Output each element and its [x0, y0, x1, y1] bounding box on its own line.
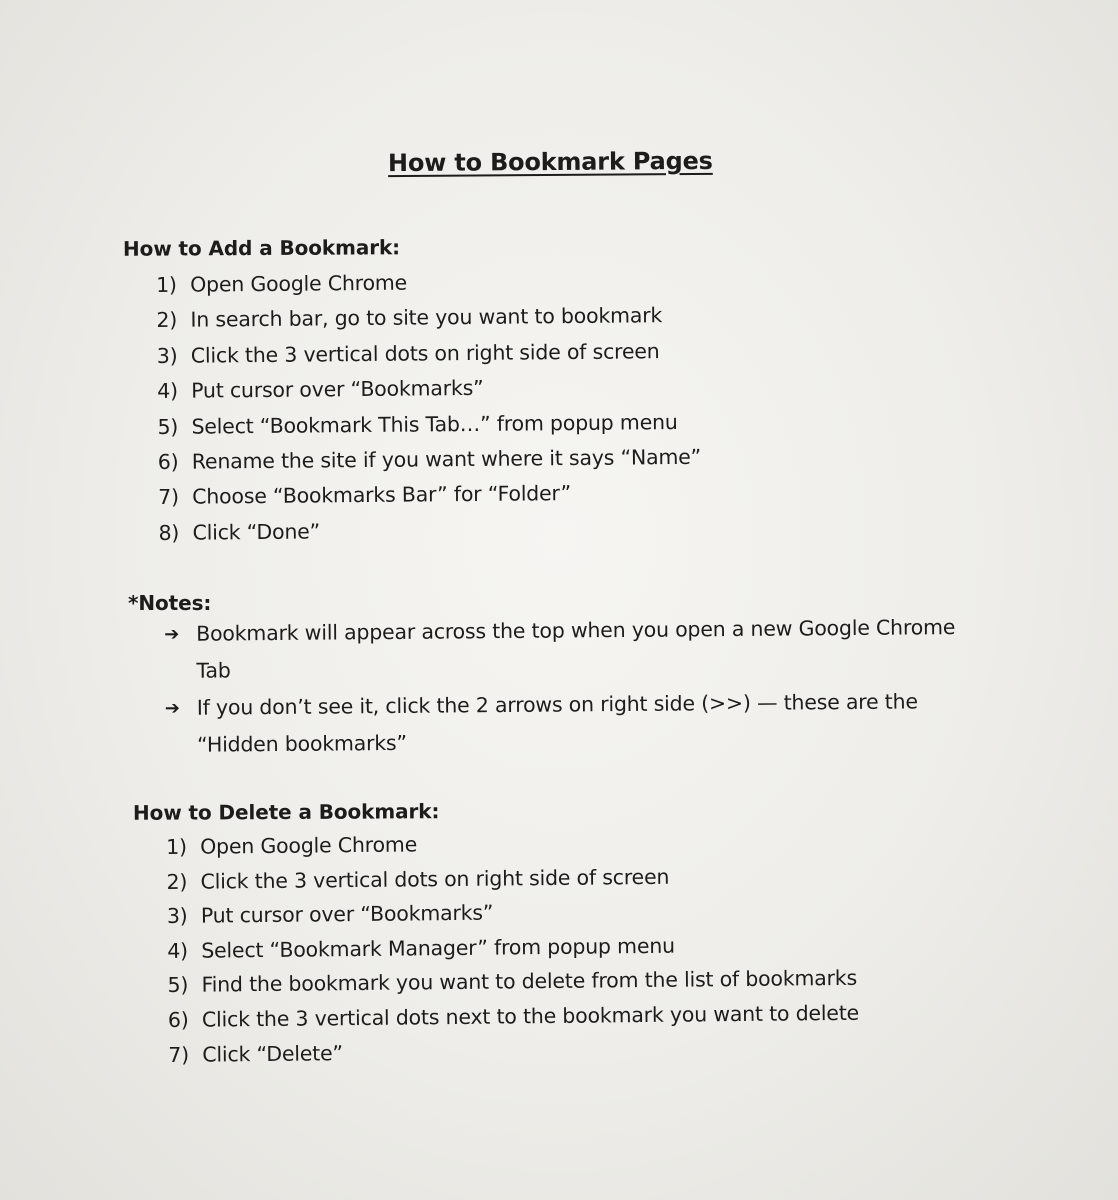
step-text: Open Google Chrome [200, 832, 418, 859]
step-number: 3) [156, 343, 178, 368]
add-step-5 [157, 406, 701, 447]
add-bookmark-steps [156, 265, 702, 553]
note-text: Bookmark will appear across the top when you open a new Google Chrome Tab [196, 615, 956, 683]
delete-step-7 [168, 1032, 859, 1074]
arrow-icon: ➔ [164, 697, 180, 719]
step-number: 6) [167, 1007, 189, 1032]
step-number: 8) [158, 520, 180, 545]
page-title: How to Bookmark Pages [387, 146, 713, 178]
step-text: Rename the site if you want where it says “Name” [191, 444, 702, 474]
step-text: Select “Bookmark Manager” from popup menu [201, 933, 675, 963]
step-text: In search bar, go to site you want to bookmark [190, 303, 663, 333]
step-text: Put cursor over “Bookmarks” [200, 900, 494, 928]
add-step-6 [158, 442, 702, 483]
add-step-2 [156, 300, 700, 341]
step-number: 1) [166, 834, 187, 859]
step-number: 5) [157, 414, 179, 439]
step-text: Click “Delete” [202, 1040, 343, 1067]
step-text: Open Google Chrome [190, 270, 408, 297]
add-step-3 [157, 336, 701, 377]
step-text: Select “Bookmark This Tab…” from popup menu [191, 409, 678, 439]
step-number: 3) [166, 903, 188, 929]
step-text: Click the 3 vertical dots on right side of screen [200, 864, 670, 894]
notes-heading: *Notes: [128, 591, 212, 615]
step-number: 7) [168, 1042, 190, 1067]
step-number: 6) [157, 449, 179, 474]
delete-bookmark-steps [166, 825, 860, 1074]
step-text: Put cursor over “Bookmarks” [191, 376, 484, 403]
step-text: Choose “Bookmarks Bar” for “Folder” [192, 481, 572, 510]
add-step-1 [156, 265, 700, 306]
notes-list [162, 609, 963, 764]
step-number: 4) [167, 938, 189, 963]
add-step-7 [158, 477, 702, 518]
note-item [163, 683, 964, 764]
step-number: 7) [158, 485, 179, 510]
step-number: 4) [157, 378, 178, 404]
step-text: Click “Done” [192, 519, 321, 545]
step-text: Click the 3 vertical dots on right side of screen [190, 338, 660, 368]
note-item [162, 609, 963, 690]
step-text: Click the 3 vertical dots next to the bookmark you want to delete [201, 1000, 860, 1032]
step-number: 5) [167, 973, 189, 998]
add-step-8 [158, 513, 702, 554]
note-text: If you don’t see it, click the 2 arrows on right side (>>) — these are the “Hidden bookmarks” [196, 689, 918, 757]
step-number: 2) [166, 869, 188, 894]
add-step-4 [157, 371, 701, 412]
step-number: 2) [156, 308, 178, 333]
delete-bookmark-heading: How to Delete a Bookmark: [132, 799, 440, 825]
step-number: 1) [156, 272, 177, 297]
add-bookmark-heading: How to Add a Bookmark: [122, 235, 401, 261]
step-text: Find the bookmark you want to delete from the list of bookmarks [201, 966, 858, 998]
arrow-icon: ➔ [164, 623, 180, 645]
